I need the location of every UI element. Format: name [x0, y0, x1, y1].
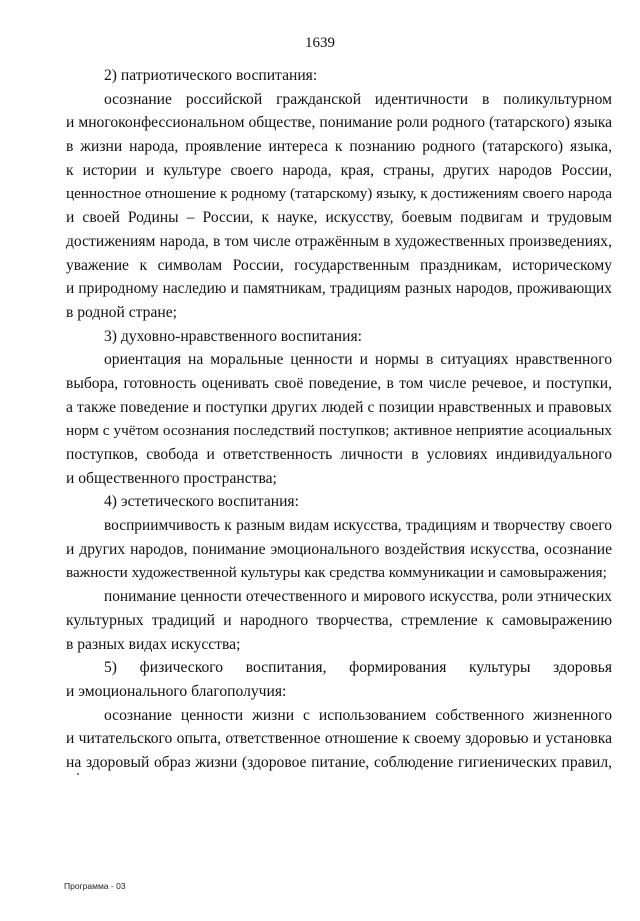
text-line: осознание ценности жизни с использованием собственного жизненного [104, 706, 612, 724]
text-line: на здоровый образ жизни (здоровое питание, соблюдение гигиенических правил, [66, 753, 612, 771]
text-line: ориентация на моральные ценности и нормы в ситуациях нравственного [104, 351, 612, 369]
text-line: восприимчивость к разным видам искусства, традициям и творчеству своего [104, 517, 612, 535]
section-heading: 4) эстетического воспитания: [104, 493, 299, 511]
text-line: и многоконфессиональном обществе, понимание роли родного (татарского) языка [66, 114, 612, 132]
text-line: осознание российской гражданской идентичности в поликультурном [104, 90, 612, 108]
text-line: понимание ценности отечественного и мирового искусства, роли этнических [104, 588, 612, 606]
text-line: и читательского опыта, ответственное отношение к своему здоровью и установка [66, 730, 612, 748]
scan-speck [77, 773, 79, 775]
section-heading: 3) духовно-нравственного воспитания: [104, 327, 362, 345]
text-line: и эмоционального благополучия: [66, 682, 287, 700]
text-line: важности художественной культуры как средства коммуникации и самовыражения; [66, 564, 607, 582]
text-line: в разных видах искусства; [66, 635, 241, 653]
page-footer: Программа - 03 [64, 881, 126, 891]
text-line: культурных традиций и народного творчества, стремление к самовыражению [66, 611, 612, 629]
text-line: а также поведение и поступки других людей с позиции нравственных и правовых [66, 398, 612, 416]
text-line: норм с учётом осознания последствий поступков; активное неприятие асоциальных [66, 422, 612, 440]
text-line: ценностное отношение к родному (татарскому) языку, к достижениям своего народа [66, 185, 612, 203]
text-line: и своей Родины – России, к науке, искусству, боевым подвигам и трудовым [66, 209, 612, 227]
text-line: и общественного пространства; [66, 469, 277, 487]
text-line: выбора, готовность оценивать своё поведение, в том числе речевое, и поступки, [66, 374, 612, 392]
text-line: уважение к символам России, государственным праздникам, историческому [66, 256, 612, 274]
page-number: 1639 [305, 35, 335, 51]
text-line: достижениям народа, в том числе отражённым в художественных произведениях, [66, 232, 612, 250]
text-line: поступков, свобода и ответственность личности в условиях индивидуального [66, 446, 612, 463]
section-heading: 5) физического воспитания, формирования культуры здоровья [104, 659, 612, 677]
text-line: и природному наследию и памятникам, традициям разных народов, проживающих [66, 280, 612, 298]
text-line: к истории и культуре своего народа, края, страны, других народов России, [66, 161, 612, 179]
text-line: 2) патриотического воспитания: [104, 67, 318, 84]
text-line: в родной стране; [66, 303, 177, 321]
text-line: и других народов, понимание эмоционального воздействия искусства, осознание [66, 540, 612, 558]
document-body [66, 64, 612, 775]
text-line: в жизни народа, проявление интереса к познанию родного (татарского) языка, [66, 138, 612, 156]
